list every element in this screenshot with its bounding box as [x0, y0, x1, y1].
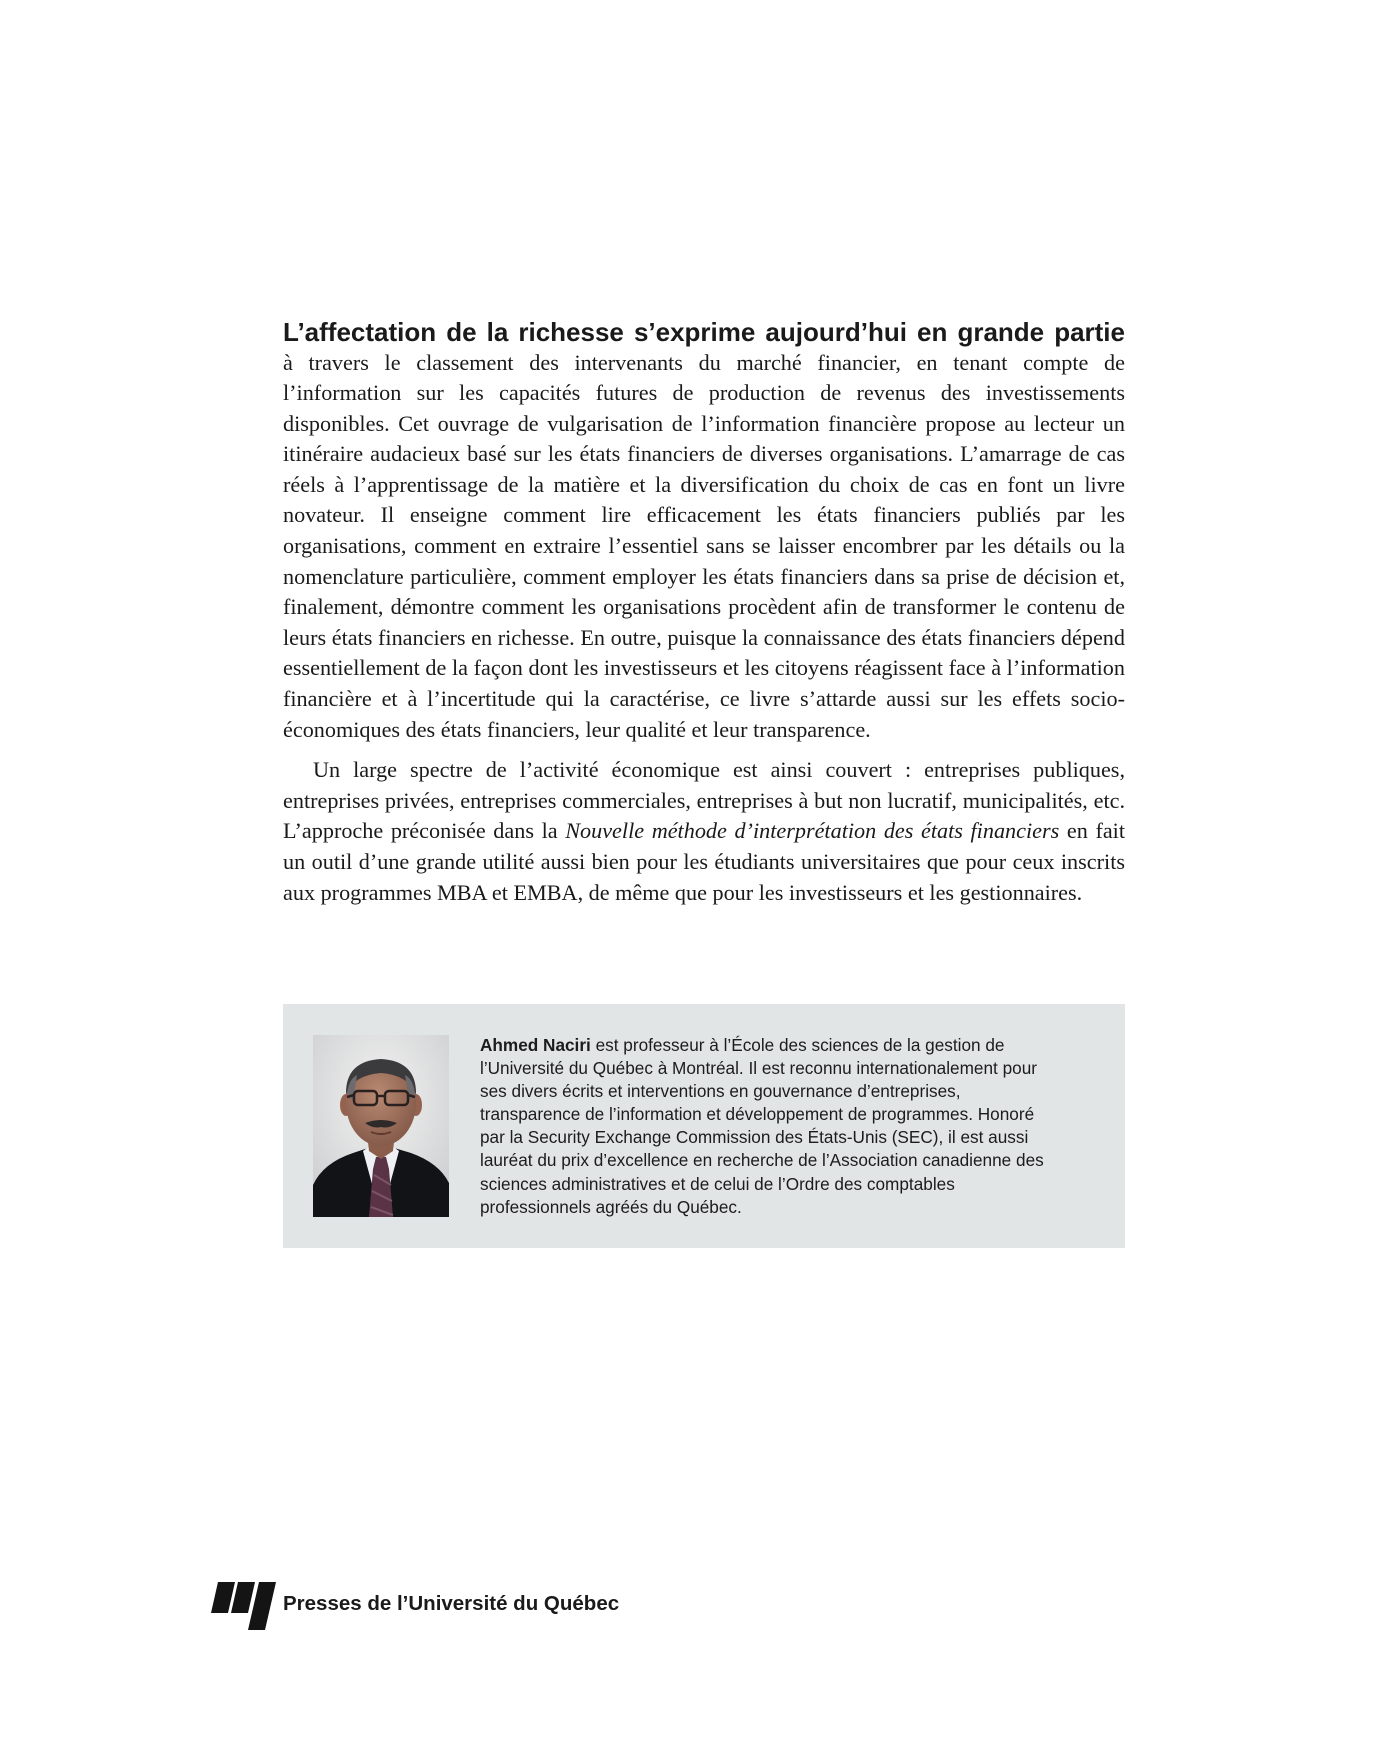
publisher-block — [211, 1582, 631, 1630]
summary-text — [283, 317, 1125, 908]
book-title: Nouvelle méthode d’interprétation des états financiers — [565, 818, 1060, 844]
author-bio-text: est professeur à l’École des sciences de la gestion de l’Université du Québec à Montréal. Il est reconnu internationalement pour ses divers écrits et interventions en gouvernance d’entreprises, transparence de l’information et développement de programmes. Honoré par la Security Exchange Commission des États-Unis (SEC), il est aussi lauréat du prix d’excellence en recherche de l’Association canadienne des sciences administratives et de celui de l’Ordre des comptables professionnels agréés du Québec. — [480, 1035, 1044, 1217]
summary-paragraph-2-start: Un large spectre de l’activité économique est ainsi couvert : entreprises publiques, entreprises privées, entreprises commerciales, entreprises à but non lucratif, municipalités, etc. L’approche préconisée dans la — [283, 757, 1125, 844]
publisher-name: Presses de l’Université du Québec — [283, 1592, 620, 1615]
author-bio — [480, 1034, 1060, 1219]
summary-paragraph-2 — [283, 755, 1125, 908]
summary-paragraph-1-text: à travers le classement des intervenants du marché financier, en tenant compte de l’information sur les capacités futures de production de revenus des investissements disponibles. Cet ouvrage de vulgarisation de l’information financière propose au lecteur un itinéraire audacieux basé sur les états financiers de diverses organisations. L’amarrage de cas réels à l’apprentissage de la matière et la diversification du choix de cas en font un livre novateur. Il enseigne comment lire efficacement les états financiers publiés par les organisations, comment en extraire l’essentiel sans se laisser encombrer par les détails ou la nomenclature particulière, comment employer les états financiers dans sa prise de décision et, finalement, démontre comment les organisations procèdent afin de transformer le contenu de leurs états financiers en richesse. En outre, puisque la connaissance des états financiers dépend essentiellement de la façon dont les investisseurs et les citoyens réagissent face à l’information financière et à l’incertitude qui la caractérise, ce livre s’attarde aussi sur les effets socio-économiques des états financiers, leur qualité et leur transparence. — [283, 349, 1125, 742]
puq-logo-icon — [211, 1582, 277, 1630]
lead-sentence: L’affectation de la richesse s’exprime aujourd’hui en grande partie — [283, 317, 1125, 347]
summary-paragraph-1 — [283, 348, 1125, 746]
author-name: Ahmed Naciri — [480, 1035, 591, 1055]
summary-paragraph-2-end: en fait un outil d’une grande utilité aussi bien pour les étudiants universitaires que pour ceux inscrits aux programmes MBA et EMBA, de même que pour les investisseurs et les gestionnaires. — [283, 818, 1126, 905]
author-photo — [313, 1035, 449, 1217]
author-bio-box — [283, 1004, 1125, 1248]
